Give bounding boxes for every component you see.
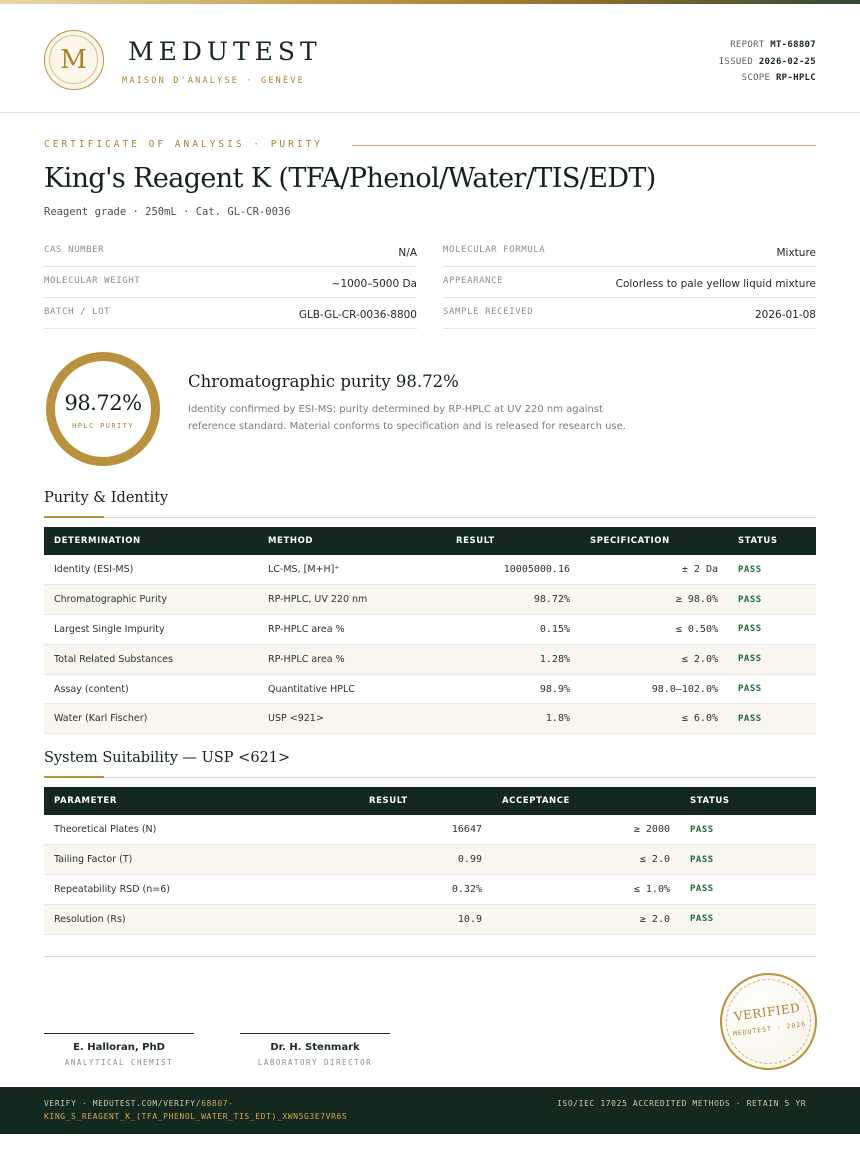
table-row — [44, 845, 816, 875]
property-label: CAS NUMBER — [44, 245, 105, 255]
spec-cell: ≤ 0.50% — [580, 615, 728, 645]
table-header-row — [44, 787, 816, 815]
result-cell: 10.9 — [359, 904, 492, 934]
property-label: SAMPLE RECEIVED — [443, 307, 534, 317]
column-header: SPECIFICATION — [590, 536, 670, 546]
signature-laboratory-director — [240, 1033, 390, 1067]
method-cell: RP-HPLC area % — [258, 644, 446, 674]
scope-label: SCOPE — [741, 73, 771, 83]
logo — [44, 30, 104, 90]
certificate-eyebrow: CERTIFICATE OF ANALYSIS · PURITY — [44, 139, 324, 150]
determination-cell: Largest Single Impurity — [44, 615, 258, 645]
system-suitability-table — [44, 787, 816, 935]
acceptance-cell: ≥ 2000 — [492, 815, 680, 845]
signatory-role: LABORATORY DIRECTOR — [257, 1058, 373, 1067]
column-header: STATUS — [738, 536, 778, 546]
status-badge: PASS — [680, 875, 816, 905]
table-row — [44, 704, 816, 734]
determination-cell: Identity (ESI-MS) — [44, 555, 258, 585]
accreditation-note: ISO/IEC 17025 ACCREDITED METHODS · RETAIN 5 YR — [557, 1099, 807, 1108]
property-molecular-weight — [44, 267, 417, 298]
method-cell: USP <921> — [258, 704, 446, 734]
determination-cell: Chromatographic Purity — [44, 585, 258, 615]
property-batch-lot — [44, 298, 417, 329]
section-accent — [44, 776, 104, 778]
status-badge: PASS — [728, 644, 816, 674]
property-label: MOLECULAR FORMULA — [443, 245, 546, 255]
table-row — [44, 615, 816, 645]
spec-cell: ≥ 98.0% — [580, 585, 728, 615]
column-header: METHOD — [268, 536, 314, 546]
verify-prefix: VERIFY · MEDUTEST.COM/VERIFY/ — [44, 1099, 202, 1108]
column-header: RESULT — [369, 796, 408, 806]
method-cell: RP-HPLC area % — [258, 615, 446, 645]
spec-cell: ≤ 2.0% — [580, 644, 728, 674]
parameter-cell: Tailing Factor (T) — [44, 845, 359, 875]
result-cell: 98.72% — [446, 585, 580, 615]
table-row — [44, 815, 816, 845]
property-value: Colorless to pale yellow liquid mixture — [615, 278, 816, 290]
determination-cell: Water (Karl Fischer) — [44, 704, 258, 734]
property-value: ~1000–5000 Da — [331, 278, 417, 290]
property-molecular-formula — [443, 236, 816, 267]
header — [0, 4, 860, 113]
property-appearance — [443, 267, 816, 298]
acceptance-cell: ≥ 2.0 — [492, 904, 680, 934]
property-value: Mixture — [776, 247, 816, 259]
property-value: GLB-GL-CR-0036-8800 — [298, 309, 417, 321]
logo-monogram: M — [49, 35, 98, 84]
parameter-cell: Resolution (Rs) — [44, 904, 359, 934]
result-cell: 1.28% — [446, 644, 580, 674]
verify-line — [44, 1098, 514, 1123]
table-row — [44, 904, 816, 934]
section-rule — [44, 777, 816, 778]
result-cell: 0.15% — [446, 615, 580, 645]
section-accent — [44, 516, 104, 518]
page-title: King's Reagent K (TFA/Phenol/Water/TIS/EDT) — [44, 163, 656, 194]
brand-tagline: MAISON D'ANALYSE · GENÈVE — [122, 76, 305, 86]
footer — [0, 1087, 860, 1134]
spec-cell: ± 2 Da — [580, 555, 728, 585]
method-cell: LC-MS, [M+H]⁺ — [258, 555, 446, 585]
eyebrow-divider — [352, 145, 816, 146]
verified-stamp — [714, 967, 824, 1077]
column-header: RESULT — [456, 536, 495, 546]
method-cell: RP-HPLC, UV 220 nm — [258, 585, 446, 615]
property-label: APPEARANCE — [443, 276, 504, 286]
purity-identity-table — [44, 527, 816, 734]
property-sample-received — [443, 298, 816, 329]
column-header: ACCEPTANCE — [502, 796, 570, 806]
spec-cell: ≤ 6.0% — [580, 704, 728, 734]
status-badge: PASS — [728, 704, 816, 734]
signature-analytical-chemist — [44, 1033, 194, 1067]
status-badge: PASS — [728, 615, 816, 645]
status-badge: PASS — [728, 674, 816, 704]
table-row — [44, 674, 816, 704]
status-badge: PASS — [728, 555, 816, 585]
signatory-role: ANALYTICAL CHEMIST — [64, 1058, 174, 1067]
property-label: MOLECULAR WEIGHT — [44, 276, 141, 286]
status-badge: PASS — [680, 845, 816, 875]
determination-cell: Assay (content) — [44, 674, 258, 704]
result-cell: 0.32% — [359, 875, 492, 905]
parameter-cell: Repeatability RSD (n=6) — [44, 875, 359, 905]
status-badge: PASS — [728, 585, 816, 615]
column-header: PARAMETER — [54, 796, 117, 806]
stamp-subtext: MEDUTEST · 2026 — [732, 1019, 807, 1039]
closing-divider — [44, 956, 816, 957]
property-cas-number — [44, 236, 417, 267]
column-header: STATUS — [690, 796, 730, 806]
purity-ring — [46, 352, 160, 466]
determination-cell: Total Related Substances — [44, 644, 258, 674]
brand-name: MEDUTEST — [128, 37, 322, 66]
purity-description: Identity confirmed by ESI-MS; purity determined by RP-HPLC at UV 220 nm against reference standard. Material conforms to specification and is released for research use. — [188, 404, 626, 432]
result-cell: 98.9% — [446, 674, 580, 704]
result-cell: 16647 — [359, 815, 492, 845]
section-rule — [44, 517, 816, 518]
property-value: 2026-01-08 — [754, 309, 816, 321]
report-id: MT-68807 — [770, 40, 816, 50]
signatory-name: E. Halloran, PhD — [73, 1042, 165, 1053]
table-row — [44, 875, 816, 905]
acceptance-cell: ≤ 2.0 — [492, 845, 680, 875]
spec-cell: 98.0–102.0% — [580, 674, 728, 704]
purity-identity-title: Purity & Identity — [44, 490, 169, 506]
parameter-cell: Theoretical Plates (N) — [44, 815, 359, 845]
product-subtitle: Reagent grade · 250mL · Cat. GL-CR-0036 — [44, 206, 291, 218]
property-label: BATCH / LOT — [44, 307, 111, 317]
purity-label: HPLC PURITY — [72, 422, 134, 430]
purity-value: 98.72% — [64, 391, 142, 415]
purity-headline: Chromatographic purity 98.72% — [188, 372, 459, 391]
property-value: N/A — [398, 247, 417, 259]
method-cell: Quantitative HPLC — [258, 674, 446, 704]
result-cell: 10005000.16 — [446, 555, 580, 585]
scope-value: RP-HPLC — [775, 73, 816, 83]
column-header: DETERMINATION — [54, 536, 141, 546]
table-row — [44, 644, 816, 674]
table-row — [44, 585, 816, 615]
system-suitability-title: System Suitability — USP <621> — [44, 750, 291, 766]
acceptance-cell: ≤ 1.0% — [492, 875, 680, 905]
verify-link[interactable]: 68807-KING_S_REAGENT_K_(TFA_PHENOL_WATER_TIS_EDT)_XWN5G3E7VR6S — [44, 1099, 348, 1121]
status-badge: PASS — [680, 904, 816, 934]
report-meta — [719, 37, 816, 87]
status-badge: PASS — [680, 815, 816, 845]
report-label: REPORT — [730, 40, 765, 50]
result-cell: 0.99 — [359, 845, 492, 875]
table-row — [44, 555, 816, 585]
signatory-name: Dr. H. Stenmark — [270, 1042, 360, 1053]
table-header-row — [44, 527, 816, 555]
issued-label: ISSUED — [718, 56, 754, 67]
stamp-text: VERIFIED — [733, 1000, 802, 1024]
issued-date: 2026-02-25 — [758, 56, 816, 67]
result-cell: 1.8% — [446, 704, 580, 734]
